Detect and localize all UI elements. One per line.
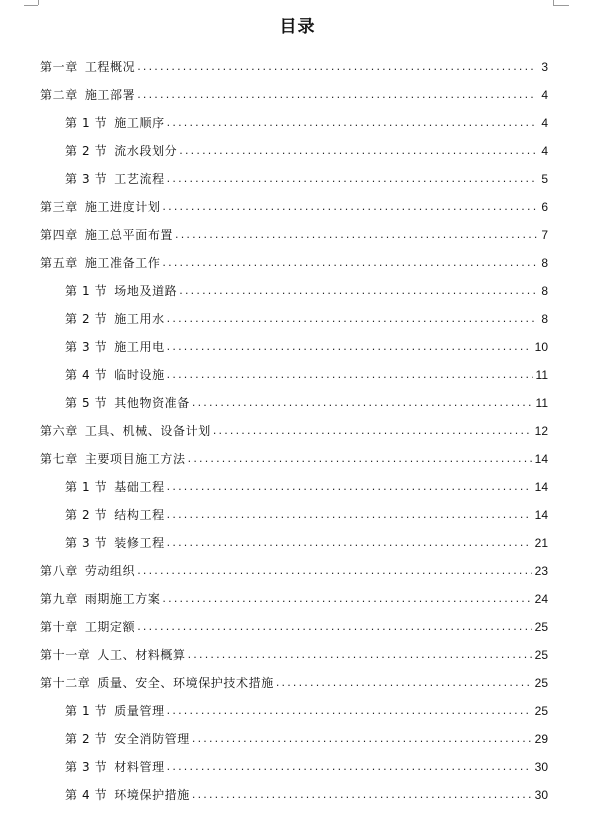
toc-entry-number: 第 2 节 [65,312,108,326]
toc-page-number: 25 [534,648,548,662]
toc-page-number: 25 [534,704,548,718]
toc-entry-label [65,508,165,522]
toc-dot-leader [167,508,532,522]
toc-entry-number: 第三章 [40,200,78,214]
toc-section-entry[interactable] [40,326,548,354]
toc-dot-leader [162,200,537,214]
toc-entry-title: 场地及道路 [114,284,178,298]
toc-entry-label [40,60,135,74]
toc-page-number: 10 [534,340,548,354]
toc-dot-leader [137,620,531,634]
toc-entry-label [40,200,160,214]
toc-dot-leader [188,648,532,662]
toc-entry-number: 第 2 节 [65,508,108,522]
toc-entry-title: 工艺流程 [114,172,165,186]
crop-mark-top-left-vertical [38,0,39,5]
toc-section-entry[interactable] [40,466,548,494]
toc-section-entry[interactable] [40,522,548,550]
toc-entry-label [40,620,135,634]
toc-dot-leader [188,452,532,466]
toc-chapter-entry[interactable] [40,606,548,634]
toc-entry-title: 安全消防管理 [114,732,190,746]
toc-entry-label [65,396,190,410]
toc-dot-leader [192,732,532,746]
toc-entry-label [40,424,211,438]
toc-dot-leader [192,396,533,410]
toc-entry-title: 质量、安全、环境保护技术措施 [97,676,274,690]
toc-section-entry[interactable] [40,354,548,382]
toc-section-entry[interactable] [40,270,548,298]
toc-dot-leader [179,284,537,298]
toc-entry-label [40,228,173,242]
toc-dot-leader [137,60,537,74]
toc-entry-number: 第五章 [40,256,78,270]
toc-entry-number: 第七章 [40,452,78,466]
toc-section-entry[interactable] [40,102,548,130]
toc-section-entry[interactable] [40,690,548,718]
toc-entry-number: 第 3 节 [65,760,108,774]
toc-entry-title: 人工、材料概算 [97,648,186,662]
toc-entry-label [65,480,165,494]
toc-page-number: 4 [541,116,548,130]
toc-entry-number: 第十二章 [40,676,91,690]
toc-page-number: 8 [541,256,548,270]
toc-entry-number: 第 1 节 [65,480,108,494]
toc-entry-title: 施工部署 [84,88,136,102]
toc-section-entry[interactable] [40,494,548,522]
toc-entry-title: 施工进度计划 [84,200,161,214]
toc-dot-leader [167,536,532,550]
toc-page-number: 14 [534,508,548,522]
toc-entry-number: 第一章 [40,60,78,74]
toc-entry-number: 第二章 [40,88,78,102]
toc-section-entry[interactable] [40,158,548,186]
toc-chapter-entry[interactable] [40,74,548,102]
toc-entry-title: 劳动组织 [84,564,136,578]
toc-entry-label [40,88,135,102]
toc-entry-label [65,312,165,326]
toc-entry-number: 第 1 节 [65,284,108,298]
toc-section-entry[interactable] [40,718,548,746]
toc-dot-leader [167,172,537,186]
toc-entry-label [40,676,274,690]
toc-entry-title: 雨期施工方案 [84,592,161,606]
toc-chapter-entry[interactable] [40,578,548,606]
toc-dot-leader [162,256,537,270]
toc-entry-number: 第九章 [40,592,78,606]
toc-page-number: 8 [541,312,548,326]
toc-page-number: 25 [534,676,548,690]
toc-entry-label [65,704,165,718]
toc-page-number: 11 [535,396,548,410]
toc-chapter-entry[interactable] [40,214,548,242]
toc-entry-title: 施工用电 [114,340,165,354]
toc-dot-leader [175,228,537,242]
toc-entry-number: 第 3 节 [65,340,108,354]
toc-page-number: 30 [534,788,548,802]
table-of-contents [40,46,548,802]
toc-dot-leader [179,144,537,158]
toc-dot-leader [137,564,531,578]
toc-entry-number: 第 2 节 [65,732,108,746]
toc-entry-title: 结构工程 [114,508,165,522]
toc-entry-number: 第 2 节 [65,144,108,158]
toc-dot-leader [167,312,537,326]
toc-entry-number: 第 5 节 [65,396,108,410]
toc-entry-title: 施工总平面布置 [84,228,174,242]
toc-entry-label [65,284,177,298]
toc-dot-leader [137,88,537,102]
toc-page-number: 3 [541,60,548,74]
toc-dot-leader [167,340,532,354]
toc-entry-title: 其他物资准备 [114,396,190,410]
toc-entry-label [65,732,190,746]
toc-chapter-entry[interactable] [40,186,548,214]
crop-mark-top-right-horizontal [553,5,569,6]
toc-entry-title: 工程概况 [84,60,136,74]
toc-page-number: 12 [534,424,548,438]
toc-entry-number: 第 4 节 [65,368,108,382]
toc-page-number: 7 [541,228,548,242]
toc-entry-title: 装修工程 [114,536,165,550]
toc-dot-leader [167,116,537,130]
toc-page-number: 11 [535,368,548,382]
toc-entry-title: 材料管理 [114,760,165,774]
toc-entry-label [65,536,165,550]
toc-entry-label [65,788,190,802]
toc-dot-leader [192,788,532,802]
toc-entry-number: 第八章 [40,564,78,578]
toc-chapter-entry[interactable] [40,410,548,438]
toc-page-number: 8 [541,284,548,298]
toc-page-number: 5 [541,172,548,186]
toc-entry-number: 第十一章 [40,648,91,662]
toc-page-number: 30 [534,760,548,774]
toc-page-number: 24 [534,592,548,606]
toc-dot-leader [167,704,532,718]
toc-chapter-entry[interactable] [40,438,548,466]
toc-entry-title: 工具、机械、设备计划 [84,424,211,438]
toc-page-number: 14 [534,452,548,466]
toc-section-entry[interactable] [40,130,548,158]
toc-entry-label [65,116,165,130]
toc-entry-title: 质量管理 [114,704,165,718]
toc-chapter-entry[interactable] [40,662,548,690]
toc-section-entry[interactable] [40,746,548,774]
toc-entry-label [65,144,177,158]
toc-page-number: 29 [534,732,548,746]
toc-page-number: 4 [541,144,548,158]
toc-dot-leader [167,760,532,774]
toc-entry-label [40,256,160,270]
toc-page-number: 21 [534,536,548,550]
toc-entry-title: 施工准备工作 [84,256,161,270]
toc-entry-title: 临时设施 [114,368,165,382]
toc-entry-number: 第 1 节 [65,116,108,130]
toc-dot-leader [162,592,531,606]
toc-entry-title: 施工用水 [114,312,165,326]
toc-entry-label [40,592,160,606]
toc-chapter-entry[interactable] [40,634,548,662]
toc-entry-title: 流水段划分 [114,144,178,158]
toc-entry-number: 第十章 [40,620,78,634]
toc-entry-title: 环境保护措施 [114,788,190,802]
toc-section-entry[interactable] [40,774,548,802]
toc-entry-title: 主要项目施工方法 [84,452,186,466]
toc-entry-label [40,452,186,466]
toc-title: 目录 [279,17,316,37]
toc-entry-number: 第六章 [40,424,78,438]
toc-page-number: 4 [541,88,548,102]
toc-chapter-entry[interactable] [40,46,548,74]
toc-chapter-entry[interactable] [40,550,548,578]
toc-entry-number: 第 4 节 [65,788,108,802]
toc-page-number: 6 [541,200,548,214]
toc-section-entry[interactable] [40,382,548,410]
toc-entry-label [40,564,135,578]
toc-entry-number: 第 1 节 [65,704,108,718]
toc-entry-number: 第 3 节 [65,172,108,186]
toc-entry-number: 第 3 节 [65,536,108,550]
toc-entry-label [65,368,165,382]
toc-section-entry[interactable] [40,298,548,326]
crop-mark-top-left-horizontal [24,5,38,6]
toc-chapter-entry[interactable] [40,242,548,270]
toc-dot-leader [213,424,532,438]
toc-dot-leader [167,480,532,494]
toc-dot-leader [276,676,532,690]
toc-entry-label [40,648,186,662]
toc-entry-label [65,760,165,774]
toc-entry-number: 第四章 [40,228,78,242]
toc-entry-title: 施工顺序 [114,116,165,130]
toc-dot-leader [167,368,533,382]
toc-page-number: 14 [534,480,548,494]
toc-entry-label [65,340,165,354]
toc-entry-label [65,172,165,186]
toc-page-number: 23 [534,564,548,578]
toc-entry-title: 工期定额 [84,620,136,634]
toc-page-number: 25 [534,620,548,634]
toc-entry-title: 基础工程 [114,480,165,494]
